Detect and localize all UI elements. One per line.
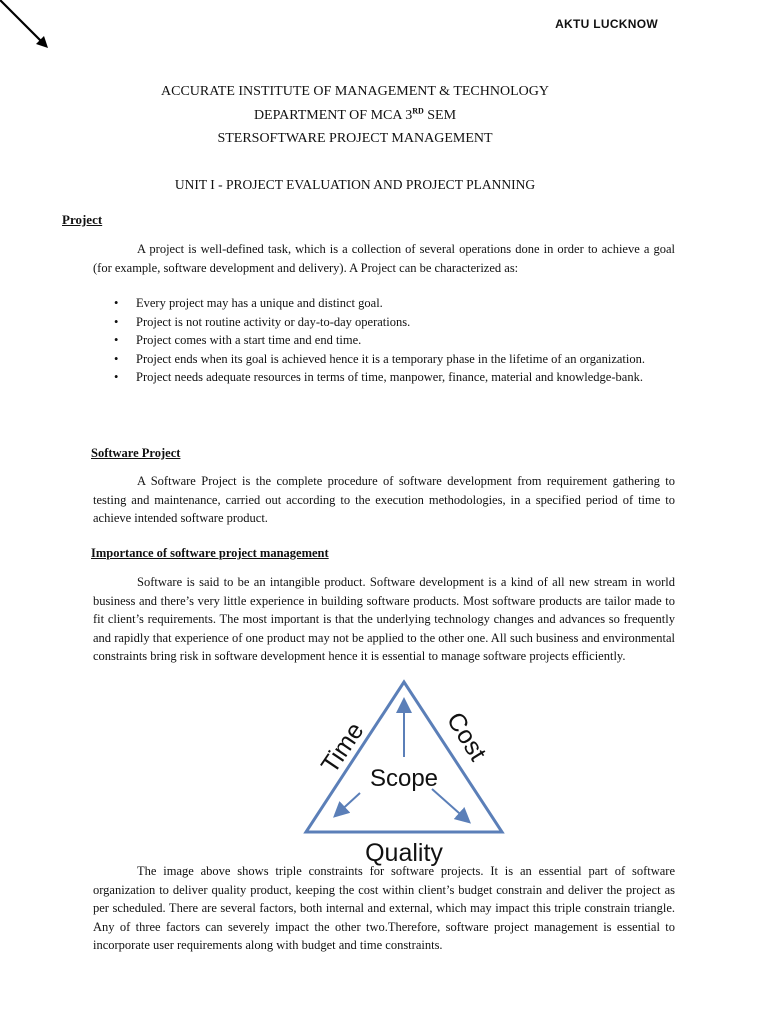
scope-label: Scope [369,765,439,792]
course-name: STERSOFTWARE PROJECT MANAGEMENT [217,131,493,146]
list-item: • Every project may has a unique and distinct goal. [109,294,669,313]
header-institution-location: AKTU LUCKNOW [555,17,658,31]
list-item: • Project needs adequate resources in terms of time, manpower, finance, material and knowledge-bank. [109,368,669,387]
corner-arrow-icon [0,0,60,60]
software-project-paragraph: A Software Project is the complete procedure of software development from requirement gathering to testing and maintenance, carried out according to the execution methodologies, in a specified period of time to achieve intended software product. [93,474,675,525]
department-line: DEPARTMENT OF MCA 3RD SEM [253,105,457,123]
cost-label: Cost [440,707,492,766]
project-characteristics-list [109,294,669,387]
triple-constraint-diagram [296,675,518,870]
institute-name: ACCURATE INSTITUTE OF MANAGEMENT & TECHNOLOGY [161,84,549,99]
arrow-down-left [336,793,360,815]
unit-title: UNIT I - PROJECT EVALUATION AND PROJECT PLANNING [174,177,536,192]
arrow-down-right [432,789,468,821]
list-item: • Project ends when its goal is achieved hence it is a temporary phase in the lifetime of an organization. [109,350,669,369]
importance-paragraph: Software is said to be an intangible product. Software development is a kind of all new stream in world business and there’s very little experience in building software products. Most software products are tailor made to fit client’s requirements. The most important is that the underlying technology changes and advances so frequently and rapidly that experience of one product may not be applied to the other one. All such business and environmental constraints bring risk in software development hence it is essential to manage software projects efficiently. [93,575,675,663]
document-title-block [0,80,710,151]
project-intro-paragraph: A project is well-defined task, which is a collection of several operations done in order to achieve a goal (for example, software development and delivery). A Project can be characterized as: [93,242,675,275]
project-heading: Project [62,212,103,227]
ordinal-superscript: RD [412,105,424,115]
time-label: Time [315,717,370,779]
software-project-heading: Software Project [91,446,181,460]
list-item: • Project comes with a start time and end time. [109,331,669,350]
quality-label: Quality [365,839,443,867]
triple-constraint-paragraph: The image above shows triple constraints for software projects. It is an essential part of software organization to deliver quality product, keeping the cost within client’s budget constrain and deliver the project as per scheduled. There are several factors, both internal and external, which may impact this triple constrain triangle. Any of three factors can severely impact the other two.Therefore, software project management is essential to incorporate user requirements along with budget and time constraints. [93,864,675,952]
list-item: • Project is not routine activity or day-to-day operations. [109,313,669,332]
importance-heading: Importance of software project management [91,546,329,560]
